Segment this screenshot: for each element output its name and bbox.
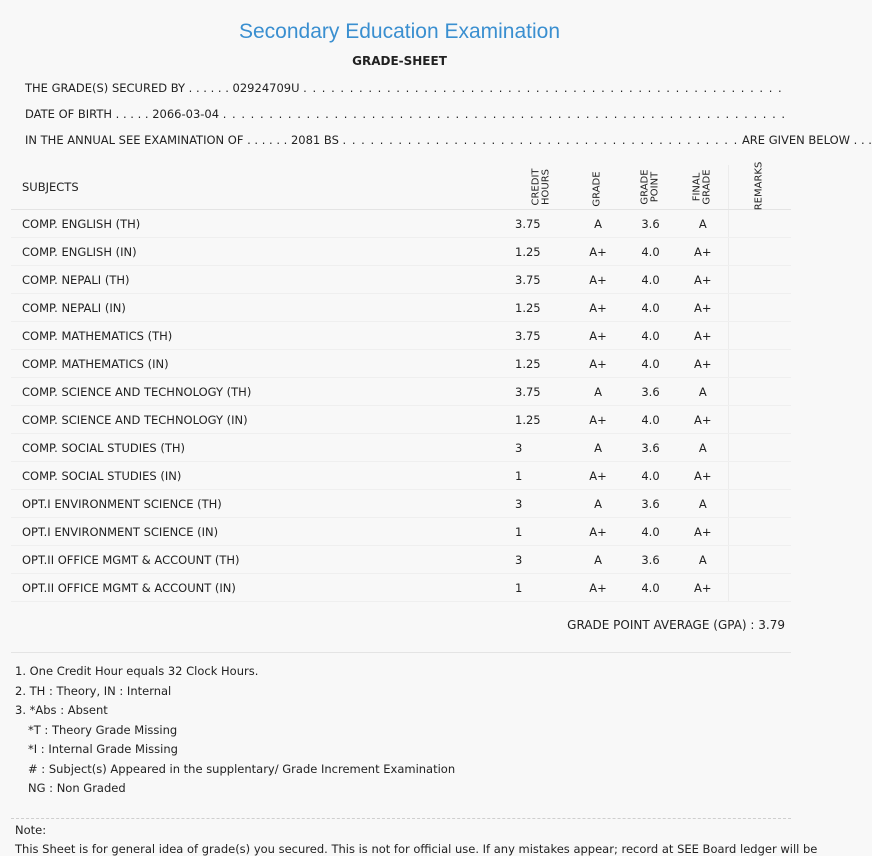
final-grade-cell: A+ bbox=[678, 518, 728, 546]
dob-value: 2066-03-04 bbox=[152, 107, 220, 121]
grade-cell: A bbox=[573, 434, 623, 462]
grade-point-cell: 4.0 bbox=[623, 350, 678, 378]
footer-note-label: Note: bbox=[15, 823, 47, 837]
credit-hours-cell: 3.75 bbox=[511, 378, 573, 406]
subject-cell: COMP. NEPALI (IN) bbox=[11, 294, 511, 322]
final-grade-cell: A+ bbox=[678, 574, 728, 602]
grade-point-cell: 4.0 bbox=[623, 462, 678, 490]
credit-hours-cell: 3.75 bbox=[511, 322, 573, 350]
remarks-cell bbox=[728, 322, 791, 350]
table-row bbox=[11, 210, 791, 238]
final-grade-cell: A bbox=[678, 378, 728, 406]
credit-hours-cell: 3.75 bbox=[511, 210, 573, 238]
credit-hours-header: CREDIT HOURS bbox=[511, 165, 573, 210]
table-row bbox=[11, 574, 791, 602]
secured-by-line bbox=[25, 81, 783, 95]
final-grade-cell: A bbox=[678, 546, 728, 574]
grade-point-cell: 4.0 bbox=[623, 294, 678, 322]
grade-cell: A+ bbox=[573, 294, 623, 322]
credit-hours-cell: 3.75 bbox=[511, 266, 573, 294]
final-grade-cell: A bbox=[678, 210, 728, 238]
exam-line bbox=[25, 133, 872, 147]
table-row bbox=[11, 322, 791, 350]
subjects-header: SUBJECTS bbox=[11, 165, 511, 210]
credit-hours-cell: 1.25 bbox=[511, 406, 573, 434]
credit-hours-cell: 1.25 bbox=[511, 238, 573, 266]
grade-point-cell: 4.0 bbox=[623, 406, 678, 434]
grade-point-cell: 4.0 bbox=[623, 238, 678, 266]
subject-cell: COMP. NEPALI (TH) bbox=[11, 266, 511, 294]
note-item: # : Subject(s) Appeared in the supplentary/ Grade Increment Examination bbox=[28, 761, 456, 776]
dob-line bbox=[25, 107, 786, 121]
subject-cell: COMP. SOCIAL STUDIES (IN) bbox=[11, 462, 511, 490]
remarks-cell bbox=[728, 574, 791, 602]
secured-by-dots: . . . . . . . . . . . . . . . . . . . . . . . . . . . . . . . . . . . . . . . . . . . . . . . . . . . . bbox=[303, 81, 783, 95]
dob-dots: . . . . . . . . . . . . . . . . . . . . . . . . . . . . . . . . . . . . . . . . . . . . . . . . . . . . . . . . . . . . . bbox=[222, 107, 787, 121]
table-row bbox=[11, 350, 791, 378]
symbol-number: 02924709U bbox=[232, 81, 300, 95]
table-row bbox=[11, 238, 791, 266]
final-grade-cell: A+ bbox=[678, 294, 728, 322]
grade-point-cell: 4.0 bbox=[623, 518, 678, 546]
final-grade-cell: A+ bbox=[678, 266, 728, 294]
gpa-summary: GRADE POINT AVERAGE (GPA) : 3.79 bbox=[567, 618, 785, 632]
remarks-cell bbox=[728, 378, 791, 406]
grade-point-cell: 3.6 bbox=[623, 378, 678, 406]
credit-hours-cell: 1 bbox=[511, 462, 573, 490]
remarks-cell bbox=[728, 546, 791, 574]
subject-cell: COMP. SCIENCE AND TECHNOLOGY (IN) bbox=[11, 406, 511, 434]
grade-point-cell: 3.6 bbox=[623, 434, 678, 462]
remarks-cell bbox=[728, 434, 791, 462]
credit-hours-cell: 1.25 bbox=[511, 350, 573, 378]
grade-point-cell: 4.0 bbox=[623, 322, 678, 350]
note-item: 3. *Abs : Absent bbox=[15, 703, 108, 717]
subject-cell: COMP. SOCIAL STUDIES (TH) bbox=[11, 434, 511, 462]
table-row bbox=[11, 294, 791, 322]
note-item: NG : Non Graded bbox=[28, 781, 126, 795]
subject-cell: COMP. SCIENCE AND TECHNOLOGY (TH) bbox=[11, 378, 511, 406]
final-grade-header: FINAL GRADE bbox=[678, 165, 728, 210]
final-grade-cell: A+ bbox=[678, 406, 728, 434]
table-row bbox=[11, 434, 791, 462]
remarks-cell bbox=[728, 210, 791, 238]
remarks-cell bbox=[728, 462, 791, 490]
remarks-cell bbox=[728, 238, 791, 266]
table-row bbox=[11, 462, 791, 490]
dashed-divider bbox=[11, 818, 791, 819]
table-row bbox=[11, 406, 791, 434]
grade-cell: A+ bbox=[573, 322, 623, 350]
remarks-cell bbox=[728, 266, 791, 294]
final-grade-cell: A bbox=[678, 490, 728, 518]
grade-point-cell: 4.0 bbox=[623, 574, 678, 602]
grade-header: GRADE bbox=[573, 165, 623, 210]
dob-label: DATE OF BIRTH . . . . . bbox=[25, 107, 149, 121]
grade-cell: A bbox=[573, 210, 623, 238]
grade-cell: A+ bbox=[573, 266, 623, 294]
footer-note-text: This Sheet is for general idea of grade(s) you secured. This is not for official use. If any mistakes appear; record at SEE Board ledger will be bbox=[15, 842, 818, 856]
subject-cell: COMP. MATHEMATICS (TH) bbox=[11, 322, 511, 350]
credit-hours-cell: 3 bbox=[511, 490, 573, 518]
exam-end: ARE GIVEN BELOW . . . bbox=[741, 133, 872, 147]
subject-cell: COMP. ENGLISH (IN) bbox=[11, 238, 511, 266]
remarks-cell bbox=[728, 518, 791, 546]
remarks-cell bbox=[728, 350, 791, 378]
credit-hours-cell: 1.25 bbox=[511, 294, 573, 322]
grade-cell: A+ bbox=[573, 406, 623, 434]
grade-cell: A bbox=[573, 490, 623, 518]
grade-cell: A+ bbox=[573, 518, 623, 546]
note-item: *I : Internal Grade Missing bbox=[28, 742, 178, 756]
grade-cell: A+ bbox=[573, 238, 623, 266]
divider bbox=[11, 652, 791, 653]
grade-point-cell: 3.6 bbox=[623, 546, 678, 574]
remarks-cell bbox=[728, 294, 791, 322]
grade-cell: A+ bbox=[573, 462, 623, 490]
grade-cell: A+ bbox=[573, 574, 623, 602]
subject-cell: OPT.I ENVIRONMENT SCIENCE (IN) bbox=[11, 518, 511, 546]
subject-cell: OPT.I ENVIRONMENT SCIENCE (TH) bbox=[11, 490, 511, 518]
grade-cell: A+ bbox=[573, 350, 623, 378]
exam-label: IN THE ANNUAL SEE EXAMINATION OF . . . . . . bbox=[25, 133, 288, 147]
exam-year: 2081 BS bbox=[290, 133, 339, 147]
page-subtitle: GRADE-SHEET bbox=[352, 54, 447, 68]
credit-hours-cell: 3 bbox=[511, 546, 573, 574]
final-grade-cell: A bbox=[678, 434, 728, 462]
remarks-cell bbox=[728, 490, 791, 518]
final-grade-cell: A+ bbox=[678, 322, 728, 350]
final-grade-cell: A+ bbox=[678, 350, 728, 378]
credit-hours-cell: 3 bbox=[511, 434, 573, 462]
final-grade-cell: A+ bbox=[678, 462, 728, 490]
secured-by-label: THE GRADE(S) SECURED BY . . . . . . bbox=[25, 81, 229, 95]
subject-cell: OPT.II OFFICE MGMT & ACCOUNT (IN) bbox=[11, 574, 511, 602]
subject-cell: COMP. ENGLISH (TH) bbox=[11, 210, 511, 238]
credit-hours-cell: 1 bbox=[511, 518, 573, 546]
grade-table bbox=[11, 161, 791, 602]
table-row bbox=[11, 546, 791, 574]
grade-cell: A bbox=[573, 378, 623, 406]
grade-point-header: GRADE POINT bbox=[623, 165, 678, 210]
table-header-row bbox=[11, 165, 791, 210]
grade-point-cell: 4.0 bbox=[623, 266, 678, 294]
remarks-header: REMARKS bbox=[728, 165, 791, 210]
table-row bbox=[11, 266, 791, 294]
grade-point-cell: 3.6 bbox=[623, 490, 678, 518]
note-item: *T : Theory Grade Missing bbox=[28, 722, 178, 737]
note-item: 2. TH : Theory, IN : Internal bbox=[15, 683, 172, 698]
table-row bbox=[11, 378, 791, 406]
exam-dots: . . . . . . . . . . . . . . . . . . . . . . . . . . . . . . . . . . . . . . . . . . . bbox=[342, 133, 739, 147]
grade-cell: A bbox=[573, 546, 623, 574]
subject-cell: COMP. MATHEMATICS (IN) bbox=[11, 350, 511, 378]
final-grade-cell: A+ bbox=[678, 238, 728, 266]
subject-cell: OPT.II OFFICE MGMT & ACCOUNT (TH) bbox=[11, 546, 511, 574]
grade-point-cell: 3.6 bbox=[623, 210, 678, 238]
table-row bbox=[11, 490, 791, 518]
legend-notes bbox=[15, 662, 455, 799]
table-row bbox=[11, 518, 791, 546]
remarks-cell bbox=[728, 406, 791, 434]
note-item: 1. One Credit Hour equals 32 Clock Hours. bbox=[15, 664, 259, 678]
credit-hours-cell: 1 bbox=[511, 574, 573, 602]
page-title: Secondary Education Examination bbox=[238, 20, 561, 43]
